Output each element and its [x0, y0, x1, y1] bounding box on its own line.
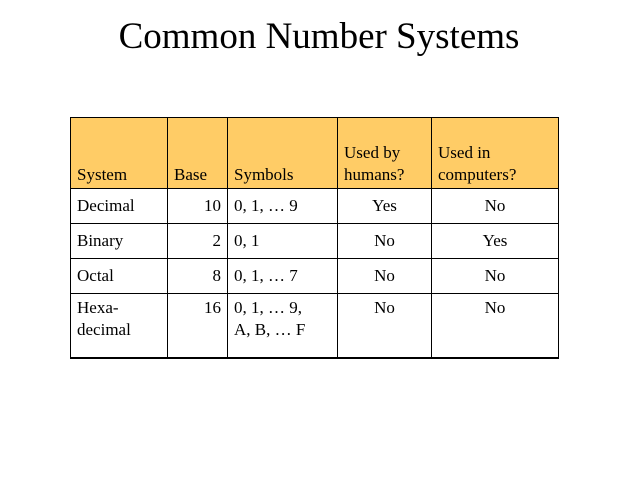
- header-system: System: [71, 118, 168, 189]
- header-used-by-humans: Used by humans?: [338, 118, 432, 189]
- cell-used-by-humans: Yes: [338, 189, 432, 224]
- header-base: Base: [168, 118, 228, 189]
- table-header-row: [71, 118, 559, 189]
- cell-base: 8: [168, 259, 228, 294]
- cell-base: 10: [168, 189, 228, 224]
- table-row: [71, 294, 559, 359]
- cell-used-in-computers: No: [432, 189, 559, 224]
- number-systems-table: [70, 117, 559, 359]
- cell-system: Decimal: [71, 189, 168, 224]
- table-row: [71, 189, 559, 224]
- cell-used-in-computers: No: [432, 294, 559, 359]
- cell-symbols: 0, 1: [228, 224, 338, 259]
- header-used-in-computers: Used in computers?: [432, 118, 559, 189]
- cell-used-by-humans: No: [338, 294, 432, 359]
- cell-used-by-humans: No: [338, 259, 432, 294]
- cell-symbols: 0, 1, … 7: [228, 259, 338, 294]
- cell-system: Binary: [71, 224, 168, 259]
- cell-used-by-humans: No: [338, 224, 432, 259]
- cell-symbols: 0, 1, … 9, A, B, … F: [228, 294, 338, 359]
- cell-system: Hexa- decimal: [71, 294, 168, 359]
- slide-title: Common Number Systems: [118, 16, 520, 57]
- cell-base: 2: [168, 224, 228, 259]
- header-symbols: Symbols: [228, 118, 338, 189]
- cell-system: Octal: [71, 259, 168, 294]
- cell-base: 16: [168, 294, 228, 359]
- cell-used-in-computers: Yes: [432, 224, 559, 259]
- table-row: [71, 224, 559, 259]
- cell-symbols: 0, 1, … 9: [228, 189, 338, 224]
- cell-used-in-computers: No: [432, 259, 559, 294]
- table-row: [71, 259, 559, 294]
